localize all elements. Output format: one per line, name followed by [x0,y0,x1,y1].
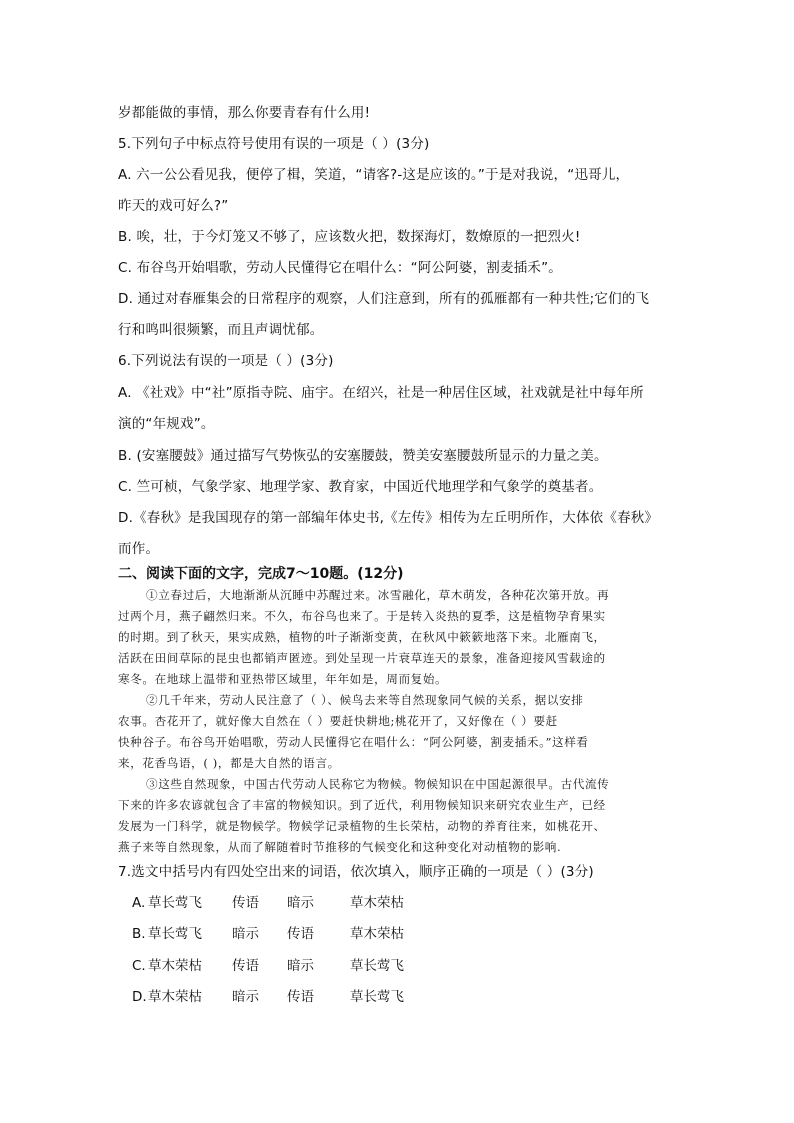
option-letter: B. [132,926,146,942]
q4-answer-tail: 岁都能做的事情，那么你要青春有什么用! [118,105,371,121]
option-word-1: 草长莺飞 [148,895,202,911]
q6-option-c: C. 竺可桢，气象学家、地理学家、教育家，中国近代地理学和气象学的奠基者。 [118,479,603,495]
option-letter: D. [132,989,147,1005]
option-letter: C. [132,958,146,974]
option-word-2: 传语 [232,895,259,911]
passage-p3-line1: ③这些自然现象，中国古代劳动人民称它为物候。物候知识在中国起源很早。古代流传 [146,777,610,791]
option-word-4: 草长莺飞 [350,989,404,1005]
option-word-1: 草长莺飞 [148,926,202,942]
q6-option-d-line2: 而作。 [118,541,160,557]
passage-p2-line4: 来，花香鸟语，( )，都是大自然的语言。 [118,756,340,770]
option-word-4: 草木荣枯 [350,926,404,942]
passage-p1-line5: 寒冬。在地球上温带和亚热带区域里，年年如是，周而复始。 [118,672,448,686]
option-word-3: 暗示 [287,895,314,911]
q6-option-a-line1: A. 《社戏》中“社”原指寺院、庙宇。在绍兴，社是一种居住区域，社戏就是社中每年所 [118,385,644,401]
q6-stem: 6.下列说法有误的一项是（ ）(3分) [118,353,334,369]
option-word-2: 传语 [232,958,259,974]
q5-option-c: C. 布谷鸟开始唱歌，劳动人民懂得它在唱什么：“阿公阿婆，割麦插禾”。 [118,260,562,276]
q5-option-d-line2: 行和鸣叫很频繁，而且声调忧郁。 [118,322,324,338]
option-word-1: 草木荣枯 [148,958,202,974]
passage-p1-line3: 的时期。到了秋天，果实成熟，植物的叶子渐渐变黄，在秋风中簌簌地落下来。北雁南飞， [118,630,606,644]
option-word-4: 草木荣枯 [350,895,404,911]
option-word-4: 草长莺飞 [350,958,404,974]
passage-p3-line4: 燕子来等自然现象，从而了解随着时节推移的气候变化和这种变化对动植物的影响. [118,840,562,854]
passage-p2-line2: 农事。杏花开了，就好像大自然在（ ）要赶快耕地;桃花开了，又好像在（ ）要赶 [118,714,558,728]
option-word-3: 暗示 [287,958,314,974]
q5-stem: 5.下列句子中标点符号使用有误的一项是（ ）(3分) [118,136,430,152]
q7-stem: 7.选文中括号内有四处空出来的词语，依次填入，顺序正确的一项是（ ）(3分) [118,864,594,880]
passage-p1-line4: 活跃在田间草际的昆虫也都销声匿迹。到处呈现一片衰草连天的景象，准备迎接风雪载途的 [118,651,606,665]
passage-p2-line1: ②几千年来，劳动人民注意了（ ）、候鸟去来等自然现象同气候的关系，据以安排 [146,693,584,707]
passage-p3-line2: 下来的许多农谚就包含了丰富的物候知识。到了近代，利用物候知识来研究农业生产，已经 [118,798,606,812]
passage-p1-line2: 过两个月，燕子翩然归来。不久，布谷鸟也来了。于是转入炎热的夏季，这是植物孕育果实 [118,609,606,623]
section-two-title: 二、阅读下面的文字，完成7～10题。(12分) [118,566,404,582]
q5-option-d-line1: D. 通过对春雁集会的日常程序的观察，人们注意到，所有的孤雁都有一种共性;它们的飞 [118,291,650,307]
passage-p1-line1: ①立春过后，大地渐渐从沉睡中苏醒过来。冰雪融化，草木萌发，各种花次第开放。再 [146,588,610,602]
option-word-3: 传语 [287,989,314,1005]
option-word-1: 草木荣枯 [148,989,202,1005]
q5-option-b: B. 唉，壮，于今灯笼又不够了，应该数火把，数探海灯，数燎原的一把烈火! [118,229,581,245]
q5-option-a-line1: A. 六一公公看见我，便停了楫，笑道，“请客?-这是应该的。”于是对我说，“迅哥儿， [118,167,630,183]
option-word-2: 暗示 [232,989,259,1005]
option-word-2: 暗示 [232,926,259,942]
passage-p2-line3: 快种谷子。布谷鸟开始唱歌，劳动人民懂得它在唱什么：“阿公阿婆，割麦插禾。”这样看 [118,735,589,749]
q6-option-d-line1: D.《春秋》是我国现存的第一部编年体史书,《左传》相传为左丘明所作，大体依《春秋》 [118,510,659,526]
q6-option-a-line2: 演的“年规戏”。 [118,416,215,432]
option-word-3: 传语 [287,926,314,942]
q6-option-b: B. (安塞腰鼓》通过描写气势恢弘的安塞腰鼓，赞美安塞腰鼓所显示的力量之美。 [118,448,608,464]
q5-option-a-line2: 昨天的戏可好么?” [118,198,229,214]
passage-p3-line3: 发展为一门科学，就是物候学。物候学记录植物的生长荣枯，动物的养育往来，如桃花开、 [118,819,606,833]
option-letter: A. [132,895,146,911]
